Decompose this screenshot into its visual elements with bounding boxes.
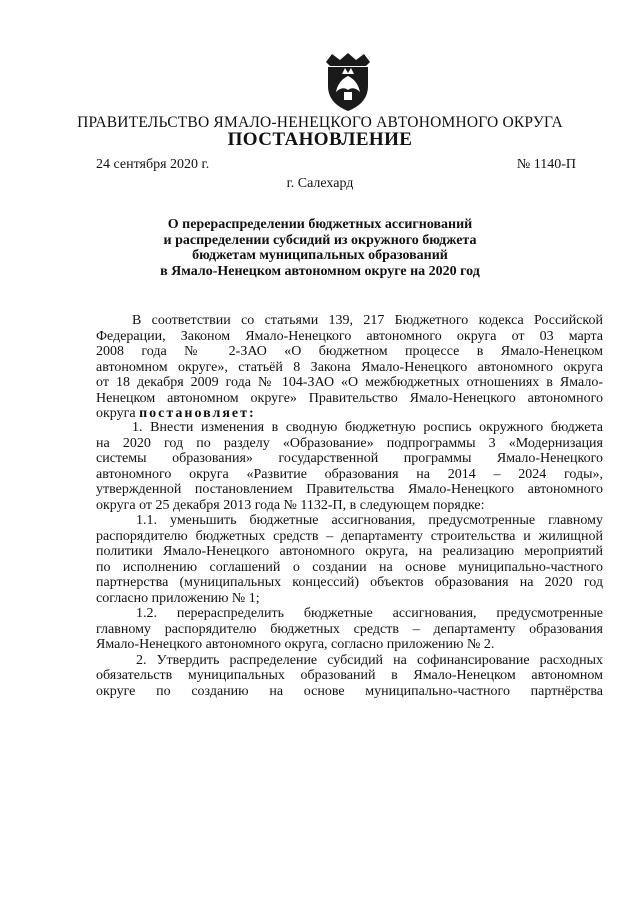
item-1 [96, 420, 603, 513]
text-line: от 18 декабря 2009 года № 104-ЗАО «О межбюджетных отношениях в Ямало- [96, 375, 603, 390]
text-line: автономном округе», статьёй 8 Закона Ямало-Ненецкого автономного округа [96, 359, 603, 375]
document-number: № 1140-П [516, 157, 576, 172]
document-type: ПОСТАНОВЛЕНИЕ [227, 129, 413, 150]
coat-of-arms-icon [322, 52, 374, 112]
text-line: системы образования» государственной программы Ямало-Ненецкого [96, 451, 603, 466]
text-line: обязательств муниципальных образований в Ямало-Ненецком автономном [96, 668, 603, 683]
text-line: округа от 25 декабря 2013 года № 1132-П, в следующем порядке: [96, 497, 485, 513]
document-subject [96, 217, 544, 279]
text-line: по исполнению соглашений о создании на основе муниципально-частного [96, 559, 603, 575]
text-line: 1.2. перераспределить бюджетные ассигнования, предусмотренные [136, 606, 603, 621]
preamble-paragraph [96, 313, 603, 422]
resolution-word: постановляет: [139, 406, 256, 421]
subject-line: и распределении субсидий из окружного бюджета [163, 232, 477, 248]
government-name: ПРАВИТЕЛЬСТВО ЯМАЛО-НЕНЕЦКОГО АВТОНОМНОГО ОКРУГА [77, 114, 563, 131]
text-line: согласно приложению № 1; [96, 590, 260, 606]
text-line: 1. Внести изменения в сводную бюджетную роспись окружного бюджета [132, 420, 603, 435]
text-line: Ненецком автономном округе» Правительство Ямало-Ненецкого автономного [96, 390, 603, 406]
subject-line: в Ямало-Ненецком автономном округе на 2020 год [160, 263, 480, 279]
text-line: партнерства (муниципальных концессий) объектов образования на 2020 год [96, 575, 603, 590]
text-line: 1.1. уменьшить бюджетные ассигнования, предусмотренные главному [136, 513, 603, 528]
resolution-items [96, 420, 603, 699]
document-date: 24 сентября 2020 г. [96, 157, 210, 172]
text-line: Ямало-Ненецкого автономного округа, согласно приложению № 2. [96, 637, 495, 652]
subject-line: О перераспределении бюджетных ассигнований [167, 217, 473, 232]
text-line: на 2020 год по разделу «Образование» подпрограммы 3 «Модернизация [96, 435, 603, 451]
text-line: автономного округа «Развитие образования на 2014 – 2024 годы», [96, 466, 603, 482]
document-city: г. Салехард [286, 176, 354, 191]
text-line: В соответствии со статьями 139, 217 Бюджетного кодекса Российской [132, 313, 603, 328]
text-line: утвержденной постановлением Правительства Ямало-Ненецкого автономного [96, 482, 603, 497]
text-line: 2. Утвердить распределение субсидий на софинансирование расходных [136, 652, 603, 668]
text-line: распорядителю бюджетных средств – департаменту строительства и жилищной [96, 528, 603, 544]
text-line: 2008 года № 2-ЗАО «О бюджетном процессе в Ямало-Ненецком [96, 344, 603, 359]
item-2 [96, 653, 603, 700]
subject-line: бюджетам муниципальных образований [192, 248, 448, 263]
text-fragment: округа [96, 406, 136, 421]
item-1-2 [96, 606, 603, 653]
item-1-1 [96, 513, 603, 606]
text-line: главному распорядителю бюджетных средств – департаменту образования [96, 621, 603, 637]
text-line: политики Ямало-Ненецкого автономного округа, на реализацию мероприятий [96, 544, 603, 559]
text-line: округе по созданию на основе муниципально-частного партнёрства [96, 683, 603, 699]
text-line: Федерации, Законом Ямало-Ненецкого автономного округа от 03 марта [96, 328, 603, 344]
